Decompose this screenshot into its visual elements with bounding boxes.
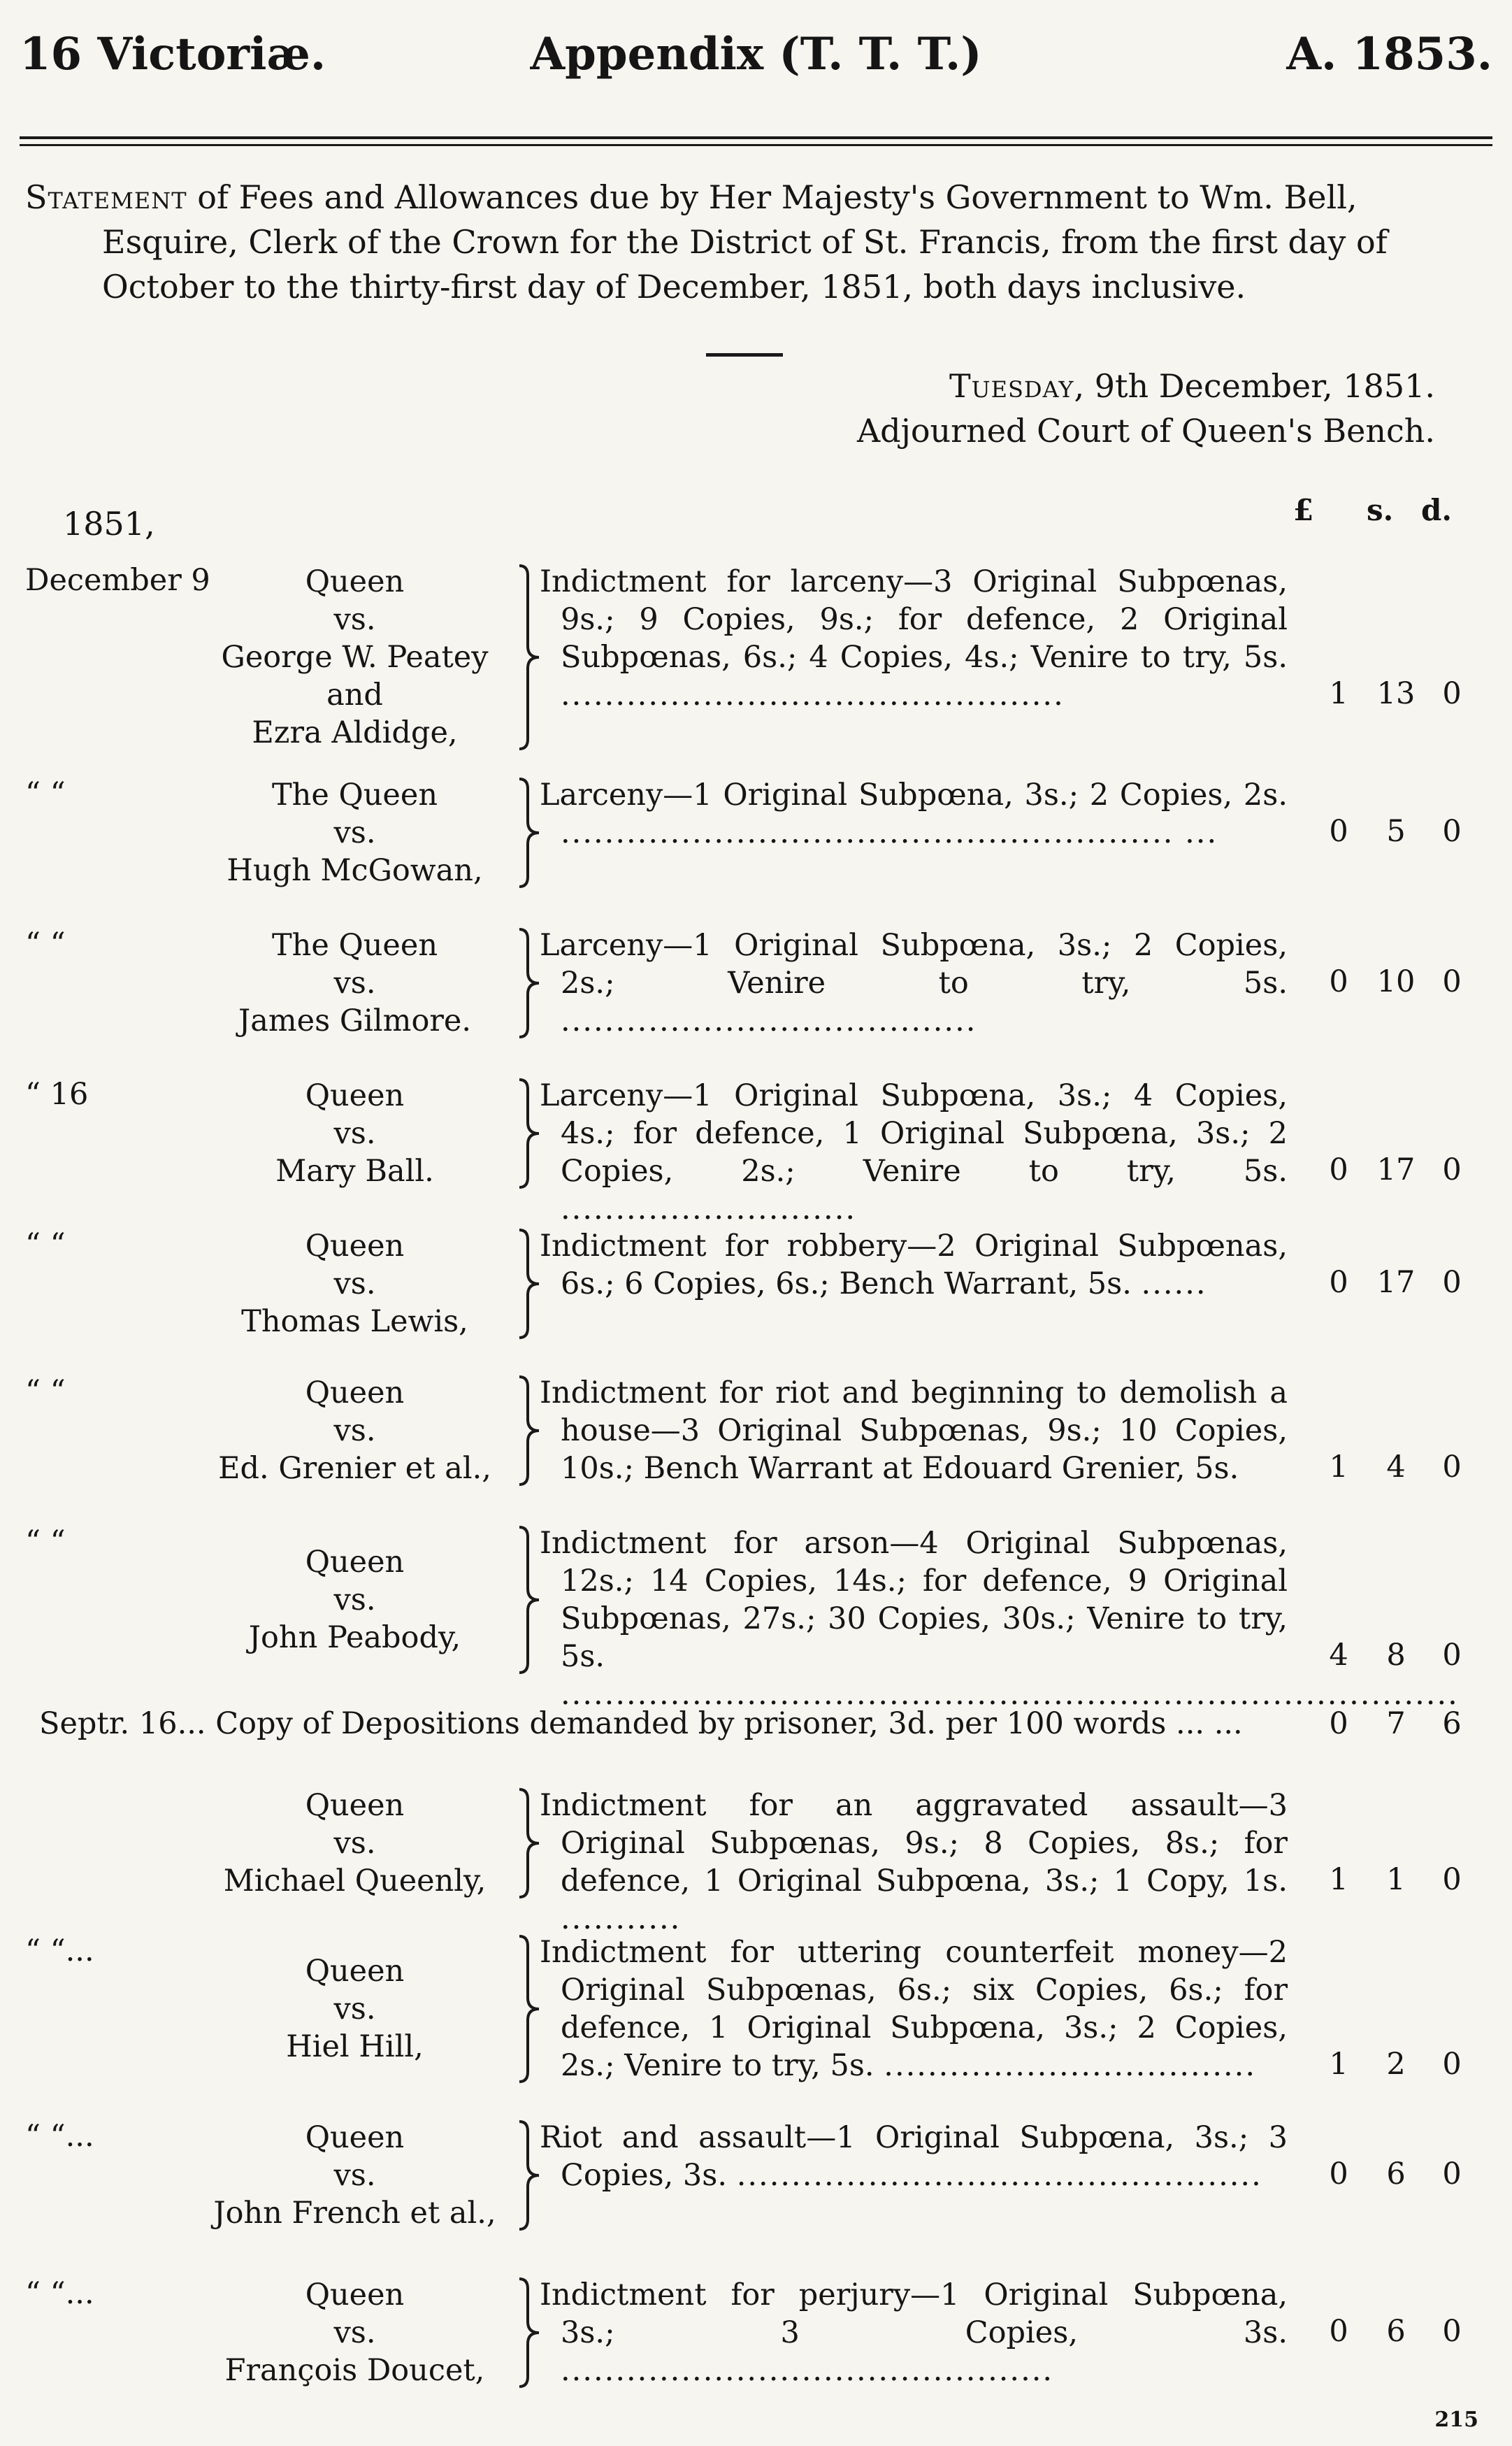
amount-shillings: 13 bbox=[1376, 676, 1416, 711]
description-text: Indictment for arson—4 Original Subpœnas, 12s.; 14 Copies, 14s.; for defence, 9 Original Subpœnas, 27s.; 30 Copies, 30s.; Venire to try, 5s. bbox=[540, 1526, 1288, 1674]
dot-leader: ...... bbox=[1141, 1266, 1207, 1301]
dot-leader: .............................................. bbox=[561, 678, 1065, 713]
amount-pence: 0 bbox=[1442, 1265, 1462, 1300]
divider bbox=[706, 353, 783, 357]
versus-label: vs. bbox=[333, 1991, 376, 2026]
pence-header: d. bbox=[1421, 493, 1452, 527]
party-name: John French et al., bbox=[213, 2196, 496, 2231]
amount-pounds: 1 bbox=[1329, 1450, 1348, 1485]
entry-description bbox=[540, 1227, 1288, 1303]
party-name: Hiel Hill, bbox=[286, 2029, 424, 2064]
dot-leader: ........................... bbox=[561, 1192, 857, 1226]
entry-description bbox=[540, 1933, 1288, 2084]
amount-pence: 0 bbox=[1442, 1450, 1462, 1485]
amount-pence: 0 bbox=[1442, 1862, 1462, 1897]
entry-date: “ “ bbox=[25, 1374, 66, 1409]
money-column-headers bbox=[1286, 493, 1482, 535]
entry-parties bbox=[196, 2276, 514, 2389]
entry-parties bbox=[196, 1952, 514, 2066]
amount-pounds: 0 bbox=[1329, 1152, 1348, 1187]
entry-row bbox=[0, 563, 1512, 752]
versus-label: vs. bbox=[333, 815, 376, 850]
party-name: George W. Peatey bbox=[221, 640, 489, 675]
entry-row bbox=[0, 1227, 1512, 1340]
header-appendix: Appendix (T. T. T.) bbox=[530, 28, 982, 80]
entry-parties bbox=[196, 927, 514, 1040]
septr-line: Septr. 16... Copy of Depositions demanded by prisoner, 3d. per 100 words ... ... bbox=[39, 1706, 1243, 1741]
entry-row bbox=[0, 1933, 1512, 2084]
description-text: Indictment for perjury—1 Original Subpœna, 3s.; 3 Copies, 3s. bbox=[540, 2277, 1288, 2350]
amount-pounds: 1 bbox=[1329, 676, 1348, 711]
party-name: Queen bbox=[305, 2120, 405, 2155]
party-name: Queen bbox=[305, 2277, 405, 2312]
entry-parties bbox=[196, 563, 514, 752]
versus-label: vs. bbox=[333, 2158, 376, 2193]
amount-pounds: 0 bbox=[1329, 2157, 1348, 2191]
entry-description bbox=[540, 2276, 1288, 2389]
entry-parties bbox=[196, 1787, 514, 1900]
header-rule bbox=[20, 136, 1492, 139]
dot-leader: ............................................. bbox=[561, 2353, 1054, 2388]
amount-shillings: 6 bbox=[1386, 2157, 1406, 2191]
entry-description bbox=[540, 776, 1288, 852]
versus-label: vs. bbox=[333, 2315, 376, 2350]
entry-parties bbox=[196, 1227, 514, 1340]
session-court: Adjourned Court of Queen's Bench. bbox=[856, 412, 1435, 450]
versus-label: vs. bbox=[333, 1413, 376, 1448]
amount-shillings: 10 bbox=[1376, 964, 1416, 999]
party-name: Queen bbox=[305, 1545, 405, 1580]
entry-date: “ 16 bbox=[25, 1077, 89, 1112]
party-name: Queen bbox=[305, 564, 405, 599]
entry-parties bbox=[196, 1374, 514, 1487]
amount-pence: 0 bbox=[1442, 964, 1462, 999]
entry-date: “ “ bbox=[25, 776, 66, 811]
entry-row bbox=[0, 2119, 1512, 2232]
entry-row bbox=[0, 1787, 1512, 1936]
entry-description bbox=[540, 1787, 1288, 1938]
session-day: Tuesday bbox=[949, 367, 1074, 405]
entry-row bbox=[0, 776, 1512, 889]
amount-pounds: 0 bbox=[1329, 2314, 1348, 2349]
amount-pounds: 1 bbox=[1329, 2047, 1348, 2082]
dot-leader: ........... bbox=[561, 1901, 682, 1936]
amount-shillings: 1 bbox=[1386, 1862, 1406, 1897]
description-text: Indictment for robbery—2 Original Subpœnas, 6s.; 6 Copies, 6s.; Bench Warrant, 5s. bbox=[540, 1229, 1288, 1301]
description-text: Larceny—1 Original Subpœna, 3s.; 2 Copies, 2s.; Venire to try, 5s. bbox=[540, 928, 1288, 1001]
entry-description bbox=[540, 1524, 1459, 1713]
year-label: 1851, bbox=[63, 505, 155, 543]
entry-date: “ “ bbox=[25, 1524, 66, 1559]
header-year: A. 1853. bbox=[1286, 28, 1492, 80]
party-name: Queen bbox=[305, 1954, 405, 1989]
amount-pounds: 0 bbox=[1329, 1706, 1348, 1741]
versus-label: vs. bbox=[333, 1826, 376, 1861]
amount-pounds: 0 bbox=[1329, 1265, 1348, 1300]
pounds-header: £ bbox=[1293, 493, 1314, 527]
statement-lead: Statement bbox=[25, 178, 187, 216]
amount-shillings: 6 bbox=[1386, 2314, 1406, 2349]
folio-number: 215 bbox=[1434, 2408, 1478, 2432]
entry-date: “ “ bbox=[25, 927, 66, 961]
amount-pounds: 1 bbox=[1329, 1862, 1348, 1897]
description-text: Larceny—1 Original Subpœna, 3s.; 4 Copies, 4s.; for defence, 1 Original Subpœna, 3s.; 2 Copies, 2s.; Venire to try, 5s. bbox=[540, 1078, 1288, 1189]
versus-label: vs. bbox=[333, 1582, 376, 1617]
entry-row bbox=[0, 927, 1512, 1040]
description-text: Larceny—1 Original Subpœna, 3s.; 2 Copies, 2s. bbox=[540, 778, 1288, 813]
entry-description bbox=[540, 927, 1288, 1040]
session-heading bbox=[857, 364, 1435, 453]
dot-leader: .................................................................................. bbox=[561, 1677, 1459, 1712]
entry-row bbox=[0, 1374, 1512, 1487]
amount-pence: 0 bbox=[1442, 2314, 1462, 2349]
entry-date: December 9 bbox=[25, 563, 210, 598]
party-name: James Gilmore. bbox=[238, 1003, 472, 1038]
versus-label: vs. bbox=[333, 966, 376, 1001]
entry-date: “ “... bbox=[25, 1933, 94, 1968]
amount-pounds: 0 bbox=[1329, 964, 1348, 999]
amount-pence: 0 bbox=[1442, 2157, 1462, 2191]
amount-pence: 0 bbox=[1442, 1152, 1462, 1187]
entry-description bbox=[540, 2119, 1288, 2194]
amount-pounds: 0 bbox=[1329, 814, 1348, 849]
entry-description bbox=[540, 563, 1288, 714]
statement-text: of Fees and Allowances due by Her Majesty's Government to Wm. Bell, Esquire, Clerk of the Crown for the District of St. Francis, from the first day of October to the thirty-first day of December, 1851, both days inclusive. bbox=[102, 178, 1388, 306]
party-name: François Doucet, bbox=[224, 2353, 485, 2388]
party-name: and bbox=[326, 678, 383, 713]
shillings-header: s. bbox=[1367, 493, 1394, 527]
description-text: Indictment for uttering counterfeit money—2 Original Subpœnas, 6s.; six Copies, 6s.; for defence, 1 Original Subpœna, 3s.; 2 Copies, 2s.; Venire to try, 5s. bbox=[540, 1935, 1288, 2083]
amount-shillings: 4 bbox=[1386, 1450, 1406, 1485]
party-name: Queen bbox=[305, 1375, 405, 1410]
amount-pence: 6 bbox=[1442, 1706, 1462, 1741]
party-name: The Queen bbox=[271, 928, 438, 963]
entry-description bbox=[540, 1374, 1288, 1487]
versus-label: vs. bbox=[333, 1266, 376, 1301]
amount-shillings: 8 bbox=[1386, 1638, 1406, 1673]
statement-title bbox=[25, 175, 1465, 309]
party-name: Ed. Grenier et al., bbox=[218, 1451, 491, 1486]
amount-shillings: 7 bbox=[1386, 1706, 1406, 1741]
dot-leader: ................................................ bbox=[736, 2158, 1262, 2193]
amount-shillings: 17 bbox=[1376, 1152, 1416, 1187]
entry-row bbox=[0, 1524, 1512, 1712]
amount-pence: 0 bbox=[1442, 1638, 1462, 1673]
party-name: The Queen bbox=[271, 778, 438, 813]
party-name: Queen bbox=[305, 1078, 405, 1113]
versus-label: vs. bbox=[333, 602, 376, 637]
dot-leader: ...................................... bbox=[561, 1003, 977, 1038]
entry-parties bbox=[196, 1543, 514, 1657]
amount-pounds: 4 bbox=[1329, 1638, 1348, 1673]
description-text: Indictment for an aggravated assault—3 Original Subpœnas, 9s.; 8 Copies, 8s.; for defence, 1 Original Subpœna, 3s.; 1 Copy, 1s. bbox=[540, 1788, 1288, 1898]
session-date: , 9th December, 1851. bbox=[1074, 367, 1435, 405]
amount-pence: 0 bbox=[1442, 2047, 1462, 2082]
party-name: Ezra Aldidge, bbox=[252, 715, 458, 750]
entry-description bbox=[540, 1077, 1288, 1228]
entry-parties bbox=[196, 2119, 514, 2232]
amount-pence: 0 bbox=[1442, 676, 1462, 711]
party-name: John Peabody, bbox=[248, 1620, 461, 1655]
header-rule bbox=[20, 144, 1492, 146]
versus-label: vs. bbox=[333, 1116, 376, 1151]
party-name: Queen bbox=[305, 1229, 405, 1264]
party-name: Hugh McGowan, bbox=[226, 853, 483, 888]
dot-leader: ........................................................ ... bbox=[561, 815, 1218, 850]
party-name: Michael Queenly, bbox=[223, 1864, 487, 1898]
party-name: Mary Ball. bbox=[275, 1154, 434, 1189]
amount-shillings: 2 bbox=[1386, 2047, 1406, 2082]
dot-leader: .................................. bbox=[884, 2048, 1257, 2083]
party-name: Queen bbox=[305, 1788, 405, 1823]
header-session: 16 Victoriæ. bbox=[20, 28, 326, 80]
entry-row bbox=[0, 2276, 1512, 2389]
description-text: Riot and assault—1 Original Subpœna, 3s.; 3 Copies, 3s. bbox=[540, 2120, 1288, 2193]
entry-parties bbox=[196, 1077, 514, 1190]
entry-date: “ “ bbox=[25, 1227, 66, 1262]
page-header bbox=[20, 28, 1492, 112]
description-text: Indictment for riot and beginning to demolish a house—3 Original Subpœnas, 9s.; 10 Copies, 10s.; Bench Warrant at Edouard Grenier, 5s. bbox=[540, 1375, 1288, 1486]
description-text: Indictment for larceny—3 Original Subpœnas, 9s.; 9 Copies, 9s.; for defence, 2 Original Subpœnas, 6s.; 4 Copies, 4s.; Venire to try, 5s. bbox=[540, 564, 1288, 675]
amount-pence: 0 bbox=[1442, 814, 1462, 849]
entry-parties bbox=[196, 776, 514, 889]
amount-shillings: 17 bbox=[1376, 1265, 1416, 1300]
entry-date: “ “... bbox=[25, 2276, 94, 2311]
entry-row bbox=[0, 1077, 1512, 1226]
entry-date: “ “... bbox=[25, 2119, 94, 2154]
amount-shillings: 5 bbox=[1386, 814, 1406, 849]
party-name: Thomas Lewis, bbox=[241, 1304, 468, 1339]
